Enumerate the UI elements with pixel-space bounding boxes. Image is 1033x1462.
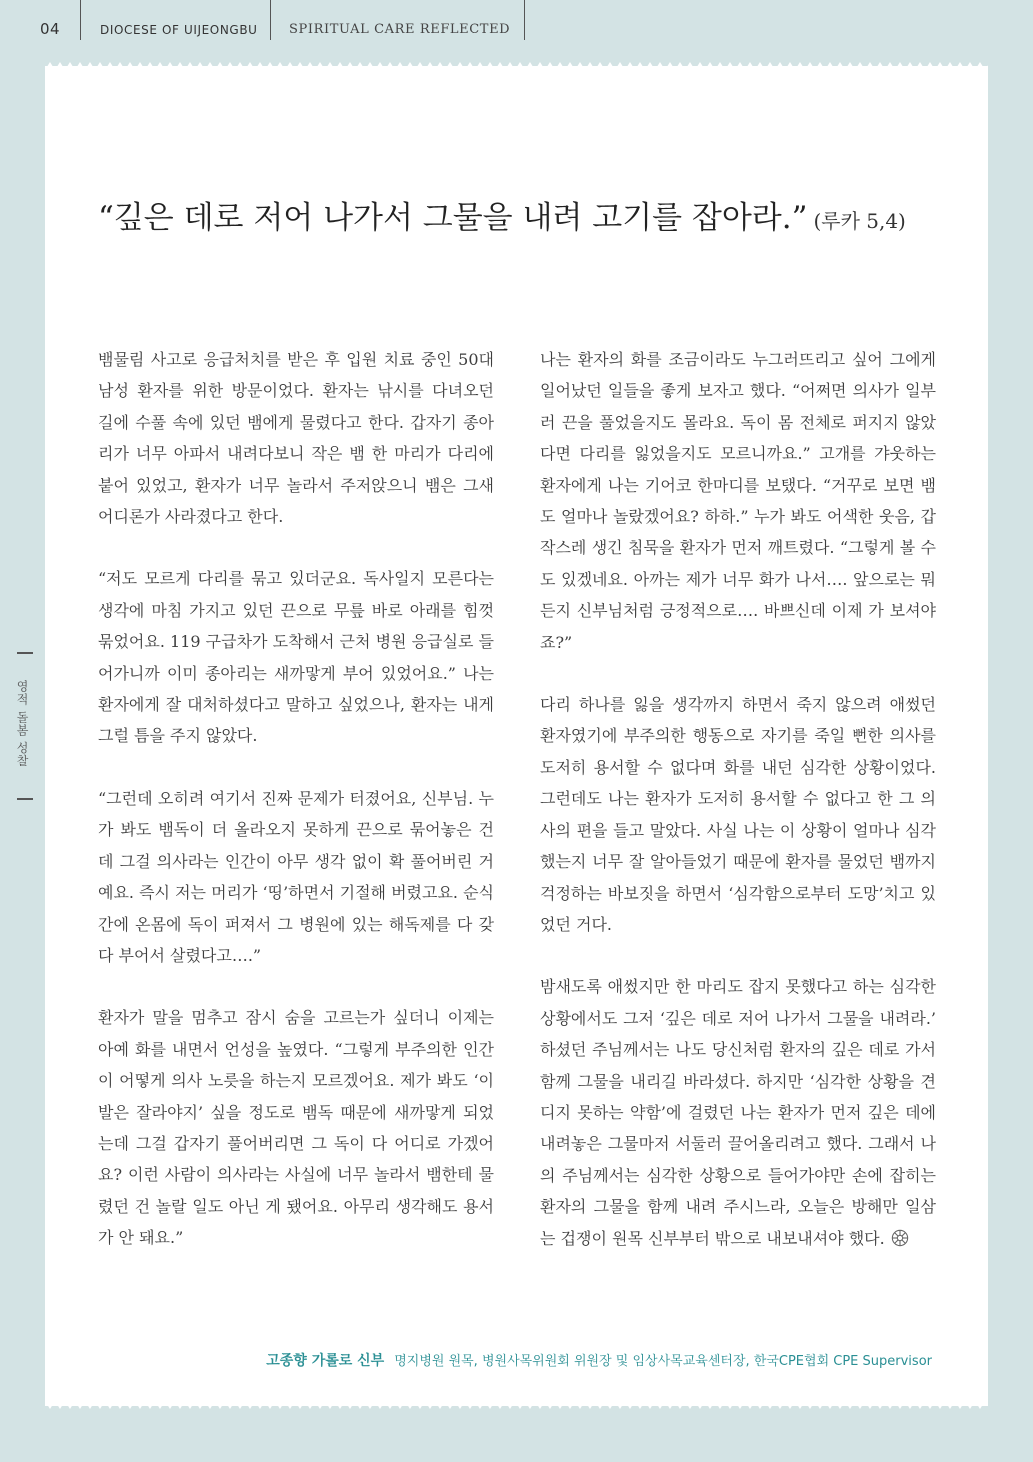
- paragraph-text: 밤새도록 애썼지만 한 마리도 잡지 못했다고 하는 심각한 상황에서도 그저 ‘깊은 데로 저어 나가서 그물을 내려라.’ 하셨던 주님께서는 나도 당신처럼 환자의 깊은 데로 가서 함께 그물을 내리길 바라셨다. 하지만 ‘심각한 상황을 견디지 못하는 약함’에 걸렸던 나는 환자가 먼저 깊은 데에 내려놓은 그물마저 서둘러 끌어올리려고 했다. 그래서 나의 주님께서는 심각한 상황으로 들어가야만 손에 잡히는 환자의 그물을 함께 내려 주시느라, 오늘은 방해만 일삼는 겁쟁이 원목 신부부터 밖으로 내보내셔야 했다.: [540, 977, 936, 1248]
- author-name: 고종향 가롤로 신부: [266, 1353, 385, 1369]
- side-divider: [17, 652, 33, 654]
- section-name: SPIRITUAL CARE REFLECTED: [289, 22, 511, 37]
- author-byline: [100, 1350, 932, 1370]
- left-column: [98, 344, 494, 1254]
- side-divider: [17, 798, 33, 800]
- title-quote: “깊은 데로 저어 나가서 그물을 내려 고기를 잡아라.”: [98, 192, 807, 237]
- header-divider: [80, 0, 81, 40]
- paragraph: 뱀물림 사고로 응급처치를 받은 후 입원 치료 중인 50대 남성 환자를 위한 방문이었다. 환자는 낚시를 다녀오던 길에 수풀 속에 있던 뱀에게 물렸다고 한다. 갑자기 종아리가 너무 아파서 내려다보니 작은 뱀 한 마리가 다리에 붙어 있었고, 환자가 너무 놀라서 주저앉으니 뱀은 그새 어디론가 사라졌다고 한다.: [98, 350, 494, 527]
- paragraph: “저도 모르게 다리를 묶고 있더군요. 독사일지 모른다는 생각에 마침 가지고 있던 끈으로 무릎 바로 아래를 힘껏 묶었어요. 119 구급차가 도착해서 근처 병원 응급실로 들어가니까 이미 종아리는 새까맣게 부어 있었어요.” 나는 환자에게 잘 대처하셨다고 말하고 싶었으나, 환자는 내게 그럴 틈을 주지 않았다.: [98, 569, 494, 746]
- publication-name: DIOCESE OF UIJEONGBU: [100, 23, 258, 37]
- paragraph: 나는 환자의 화를 조금이라도 누그러뜨리고 싶어 그에게 일어났던 일들을 좋게 보자고 했다. “어쩌면 의사가 일부러 끈을 풀었을지도 몰라요. 독이 몸 전체로 퍼지지 않았다면 다리를 잃었을지도 모르니까요.” 고개를 갸웃하는 환자에게 나는 기어코 한마디를 보탰다. “거꾸로 보면 뱀도 얼마나 놀랐겠어요? 하하.” 누가 봐도 어색한 웃음, 갑작스레 생긴 침묵을 환자가 먼저 깨트렸다. “그렇게 볼 수도 있겠네요. 아까는 제가 너무 화가 나서…. 앞으로는 뭐든지 신부님처럼 긍정적으로…. 바쁘신데 이제 가 보셔야죠?”: [540, 350, 936, 652]
- page-number: 04: [40, 20, 61, 38]
- article-title: [98, 192, 938, 237]
- header-divider: [524, 0, 525, 40]
- author-title: 명지병원 원목, 병원사목위원회 위원장 및 임상사목교육센터장, 한국CPE협회 CPE Supervisor: [394, 1354, 932, 1369]
- paragraph: 다리 하나를 잃을 생각까지 하면서 죽지 않으려 애썼던 환자였기에 부주의한 행동으로 자기를 죽일 뻔한 의사를 도저히 용서할 수 없다며 화를 내던 심각한 상황이었다. 그런데도 나는 환자가 도저히 용서할 수 없다고 한 그 의사의 편을 들고 말았다. 사실 나는 이 상황이 얼마나 심각했는지 너무 잘 알아들었기 때문에 환자를 물었던 뱀까지 걱정하는 바보짓을 하면서 ‘심각함으로부터 도망’치고 있었던 거다.: [540, 695, 936, 934]
- end-mark-icon: [891, 1229, 909, 1247]
- paragraph-last: [540, 971, 936, 1254]
- side-label-text: 영적 돌봄 성찰: [15, 680, 29, 768]
- side-section-label: [0, 640, 40, 810]
- header-divider: [270, 0, 271, 40]
- right-column: [540, 344, 936, 1254]
- paper-bottom-edge: [45, 1401, 988, 1409]
- page-header: [0, 0, 1033, 44]
- title-reference: (루카 5,4): [813, 209, 906, 233]
- paragraph: 환자가 말을 멈추고 잠시 숨을 고르는가 싶더니 이제는 아예 화를 내면서 언성을 높였다. “그렇게 부주의한 인간이 어떻게 의사 노릇을 하는지 모르겠어요. 제가 봐도 ‘이 발은 잘라야지’ 싶을 정도로 뱀독 때문에 새까맣게 되었는데 그걸 갑자기 풀어버리면 그 독이 다 어디로 가겠어요? 이런 사람이 의사라는 사실에 너무 놀라서 뱀한테 물렸던 건 놀랄 일도 아닌 게 됐어요. 아무리 생각해도 용서가 안 돼요.”: [98, 1008, 494, 1248]
- paragraph: “그런데 오히려 여기서 진짜 문제가 터졌어요, 신부님. 누가 봐도 뱀독이 더 올라오지 못하게 끈으로 묶어놓은 건데 그걸 의사라는 인간이 아무 생각 없이 확 풀어버린 거예요. 즉시 저는 머리가 ‘띵’하면서 기절해 버렸고요. 순식간에 온몸에 독이 퍼져서 그 병원에 있는 해독제를 다 갖다 부어서 살렸다고….”: [98, 788, 494, 965]
